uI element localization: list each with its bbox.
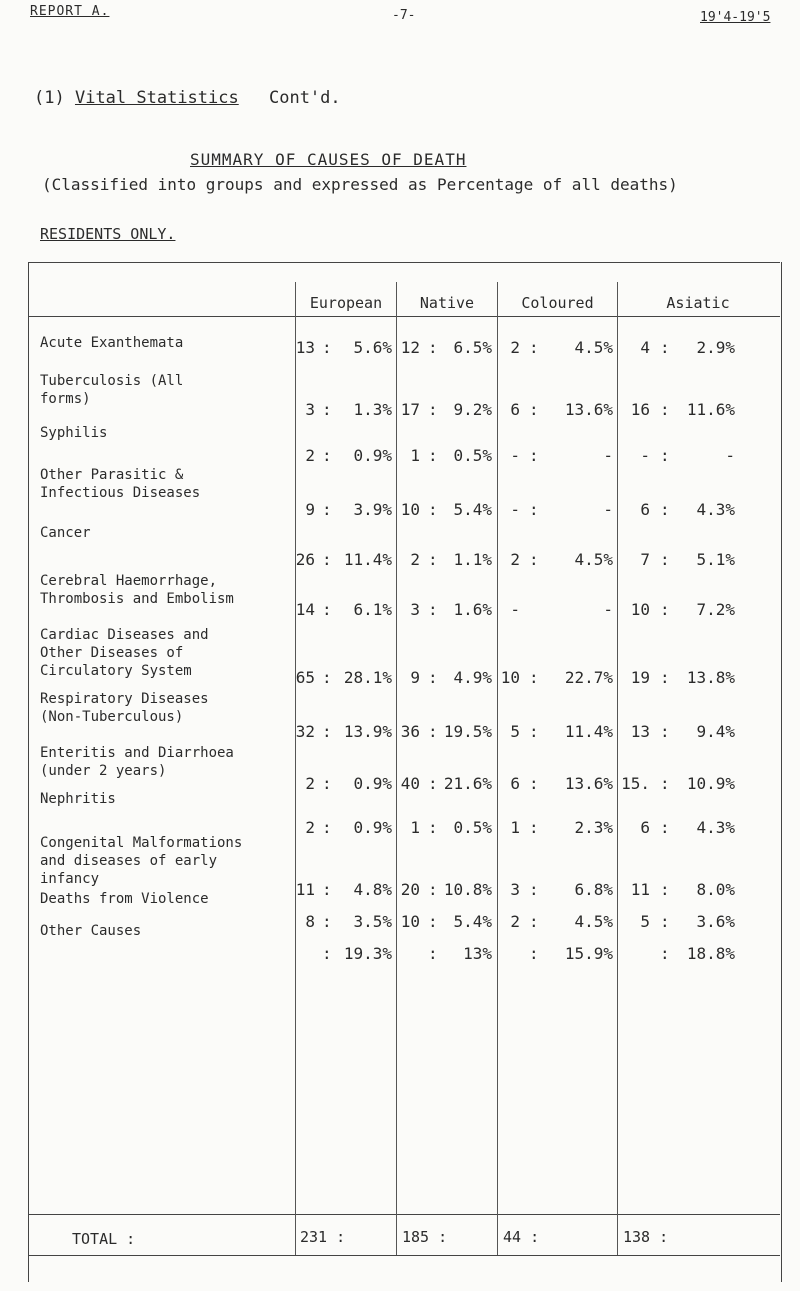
total-asiatic: 138 : <box>623 1228 669 1246</box>
report-year: 19'4-19'5 <box>700 10 771 25</box>
cell-count: 12 <box>400 338 420 357</box>
cell-separator: : <box>428 600 438 619</box>
cell-percentage: 3.6% <box>696 912 735 931</box>
table-top-rule <box>28 262 780 263</box>
cell-percentage: 0.9% <box>353 446 392 465</box>
cell-percentage: 4.3% <box>696 500 735 519</box>
cell-percentage: 18.8% <box>686 944 735 963</box>
row-label: Respiratory Diseases (Non-Tuberculous) <box>40 691 209 725</box>
cell-count: 5 <box>640 912 650 931</box>
cell-percentage: - <box>603 500 613 519</box>
cell-count: - <box>510 500 520 519</box>
col-head-european: European <box>309 294 383 312</box>
cell-percentage: 5.4% <box>453 912 492 931</box>
cell-separator: : <box>529 880 539 899</box>
cell-percentage: 0.5% <box>453 446 492 465</box>
cell-count: 36 <box>400 722 420 741</box>
cell-percentage: - <box>725 446 735 465</box>
page-number: -7- <box>392 8 416 23</box>
cell-count: 13 <box>630 722 650 741</box>
table-total-rule <box>28 1214 780 1215</box>
cell-percentage: 4.5% <box>574 550 613 569</box>
cell-count: 14 <box>295 600 315 619</box>
table-header-rule <box>28 316 780 317</box>
cell-count: 2 <box>305 818 315 837</box>
cell-percentage: 13% <box>463 944 492 963</box>
col-separator <box>617 282 618 1255</box>
cell-separator: : <box>529 668 539 687</box>
cell-separator: : <box>529 774 539 793</box>
col-head-coloured: Coloured <box>521 294 594 312</box>
cell-count: 2 <box>305 446 315 465</box>
cell-percentage: 2.9% <box>696 338 735 357</box>
cell-count: - <box>510 446 520 465</box>
cell-percentage: 9.4% <box>696 722 735 741</box>
cell-percentage: 13.6% <box>564 400 613 419</box>
cell-separator: : <box>428 944 438 963</box>
cell-percentage: 0.9% <box>353 774 392 793</box>
row-label: Tuberculosis (All forms) <box>40 373 184 407</box>
cell-count: 2 <box>510 550 520 569</box>
cell-separator: : <box>660 500 670 519</box>
cell-percentage: 13.9% <box>343 722 392 741</box>
cell-percentage: 9.2% <box>453 400 492 419</box>
cell-percentage: 1.3% <box>353 400 392 419</box>
row-label: Cancer <box>40 525 91 541</box>
cell-count: 6 <box>640 500 650 519</box>
cell-separator: : <box>322 600 332 619</box>
row-label: Congenital Malformations and diseases of early infancy <box>40 835 243 887</box>
cell-count: 11 <box>295 880 315 899</box>
cell-percentage: 19.5% <box>443 722 492 741</box>
table-title: SUMMARY OF CAUSES OF DEATH <box>190 150 467 169</box>
cell-percentage: 15.9% <box>564 944 613 963</box>
total-european: 231 : <box>300 1228 346 1246</box>
cell-count: 6 <box>640 818 650 837</box>
col-separator <box>396 282 397 1255</box>
col-head-native: Native <box>419 294 475 312</box>
cell-separator: : <box>322 818 332 837</box>
cell-percentage: 3.9% <box>353 500 392 519</box>
cell-count: 6 <box>510 400 520 419</box>
cell-separator: : <box>660 912 670 931</box>
cell-separator: : <box>428 446 438 465</box>
cell-separator: : <box>660 446 670 465</box>
cell-percentage: 4.3% <box>696 818 735 837</box>
cell-percentage: 3.5% <box>353 912 392 931</box>
cell-separator: : <box>322 500 332 519</box>
cell-separator: : <box>529 722 539 741</box>
cell-percentage: 6.5% <box>453 338 492 357</box>
cell-percentage: 5.6% <box>353 338 392 357</box>
col-separator <box>497 282 498 1255</box>
cell-percentage: 4.8% <box>353 880 392 899</box>
row-label: Syphilis <box>40 425 108 441</box>
cell-separator: : <box>428 774 438 793</box>
cell-separator: : <box>428 722 438 741</box>
cell-count: 3 <box>510 880 520 899</box>
cell-percentage: 0.5% <box>453 818 492 837</box>
cell-separator: : <box>322 912 332 931</box>
cell-separator: : <box>322 550 332 569</box>
cell-separator: : <box>322 446 332 465</box>
row-label: Nephritis <box>40 791 116 807</box>
cell-separator: : <box>660 944 670 963</box>
cell-percentage: - <box>603 446 613 465</box>
cell-count: 3 <box>410 600 420 619</box>
cell-count: - <box>510 600 520 619</box>
col-head-asiatic: Asiatic <box>666 294 730 312</box>
cell-percentage: 6.8% <box>574 880 613 899</box>
cell-count: 10 <box>400 500 420 519</box>
cell-count: 17 <box>400 400 420 419</box>
cell-count: 32 <box>295 722 315 741</box>
cell-percentage: 2.3% <box>574 818 613 837</box>
cell-separator: : <box>660 818 670 837</box>
total-native: 185 : <box>402 1228 448 1246</box>
cell-count: 9 <box>410 668 420 687</box>
cell-count: 19 <box>630 668 650 687</box>
total-coloured: 44 : <box>503 1228 540 1246</box>
cell-count: 26 <box>295 550 315 569</box>
cell-separator: : <box>428 668 438 687</box>
cell-percentage: 8.0% <box>696 880 735 899</box>
table-subtitle: (Classified into groups and expressed as Percentage of all deaths) <box>42 175 678 194</box>
cell-count: 2 <box>510 338 520 357</box>
cell-count: 6 <box>510 774 520 793</box>
col-separator <box>295 282 296 1255</box>
row-label: Other Parasitic & Infectious Diseases <box>40 467 201 501</box>
cell-count: 20 <box>400 880 420 899</box>
cell-separator: : <box>660 600 670 619</box>
cell-percentage: 19.3% <box>343 944 392 963</box>
cell-percentage: 11.4% <box>564 722 613 741</box>
cell-count: 2 <box>510 912 520 931</box>
cell-percentage: 13.8% <box>686 668 735 687</box>
cell-separator: : <box>322 880 332 899</box>
cell-percentage: 4.9% <box>453 668 492 687</box>
row-label: Enteritis and Diarrhoea (under 2 years) <box>40 745 234 779</box>
cell-separator: : <box>529 400 539 419</box>
cell-separator: : <box>428 500 438 519</box>
cell-separator: : <box>322 668 332 687</box>
cell-separator: : <box>529 912 539 931</box>
cell-percentage: 1.6% <box>453 600 492 619</box>
cell-percentage: 10.8% <box>443 880 492 899</box>
cell-count: 3 <box>305 400 315 419</box>
cell-count: 4 <box>640 338 650 357</box>
cell-percentage: 11.6% <box>686 400 735 419</box>
cell-separator: : <box>529 944 539 963</box>
cell-percentage: 22.7% <box>564 668 613 687</box>
cell-separator: : <box>428 818 438 837</box>
cell-percentage: 4.5% <box>574 338 613 357</box>
cell-percentage: 28.1% <box>343 668 392 687</box>
cell-count: 9 <box>305 500 315 519</box>
cell-separator: : <box>529 338 539 357</box>
cell-separator: : <box>660 722 670 741</box>
cell-separator: : <box>428 880 438 899</box>
cell-count: 10 <box>400 912 420 931</box>
cell-count: 11 <box>630 880 650 899</box>
cell-percentage: 0.9% <box>353 818 392 837</box>
cell-separator: : <box>660 668 670 687</box>
cell-separator: : <box>322 722 332 741</box>
row-label: Deaths from Violence <box>40 891 209 907</box>
cell-percentage: 21.6% <box>443 774 492 793</box>
cell-separator: : <box>322 944 332 963</box>
cell-count: 2 <box>410 550 420 569</box>
cell-separator: : <box>322 400 332 419</box>
row-label: Other Causes <box>40 923 142 939</box>
cell-percentage: 13.6% <box>564 774 613 793</box>
residents-label: RESIDENTS ONLY. <box>40 225 176 243</box>
total-label: TOTAL : <box>72 1230 136 1248</box>
cell-separator: : <box>660 880 670 899</box>
cell-count: 10 <box>500 668 520 687</box>
cell-separator: : <box>428 400 438 419</box>
cell-separator: : <box>660 400 670 419</box>
cell-count: - <box>640 446 650 465</box>
cell-count: 7 <box>640 550 650 569</box>
cell-separator: : <box>322 774 332 793</box>
cell-count: 5 <box>510 722 520 741</box>
cell-percentage: 5.4% <box>453 500 492 519</box>
cell-count: 1 <box>410 446 420 465</box>
cell-count: 1 <box>410 818 420 837</box>
cell-percentage: - <box>603 600 613 619</box>
cell-separator: : <box>529 446 539 465</box>
cell-count: 16 <box>630 400 650 419</box>
cell-separator: : <box>428 338 438 357</box>
cell-count: 65 <box>295 668 315 687</box>
row-label: Cerebral Haemorrhage, Thrombosis and Embolism <box>40 573 234 607</box>
cell-separator: : <box>660 774 670 793</box>
cell-count: 2 <box>305 774 315 793</box>
section-heading <box>34 88 341 108</box>
cell-percentage: 7.2% <box>696 600 735 619</box>
cell-separator: : <box>529 550 539 569</box>
cell-separator: : <box>428 912 438 931</box>
cell-separator: : <box>660 550 670 569</box>
cell-count: 15. <box>621 774 650 793</box>
cell-percentage: 11.4% <box>343 550 392 569</box>
cell-count: 40 <box>400 774 420 793</box>
cell-count: 10 <box>630 600 650 619</box>
section-cont: Cont'd. <box>268 88 341 108</box>
cell-percentage: 6.1% <box>353 600 392 619</box>
cell-separator: : <box>428 550 438 569</box>
section-number: (1) <box>34 88 65 108</box>
cell-count: 13 <box>295 338 315 357</box>
cell-percentage: 10.9% <box>686 774 735 793</box>
cell-percentage: 1.1% <box>453 550 492 569</box>
cell-percentage: 4.5% <box>574 912 613 931</box>
cell-separator: : <box>322 338 332 357</box>
row-label: Acute Exanthemata <box>40 335 184 351</box>
report-label: REPORT A. <box>30 4 110 19</box>
cell-separator: : <box>529 500 539 519</box>
cell-separator: : <box>660 338 670 357</box>
cell-count: 1 <box>510 818 520 837</box>
cell-count: 8 <box>305 912 315 931</box>
cell-separator: : <box>529 818 539 837</box>
table-bottom-rule <box>28 1255 780 1256</box>
section-title: Vital Statistics <box>74 88 239 108</box>
row-label: Cardiac Diseases and Other Diseases of Circulatory System <box>40 627 209 679</box>
cell-percentage: 5.1% <box>696 550 735 569</box>
